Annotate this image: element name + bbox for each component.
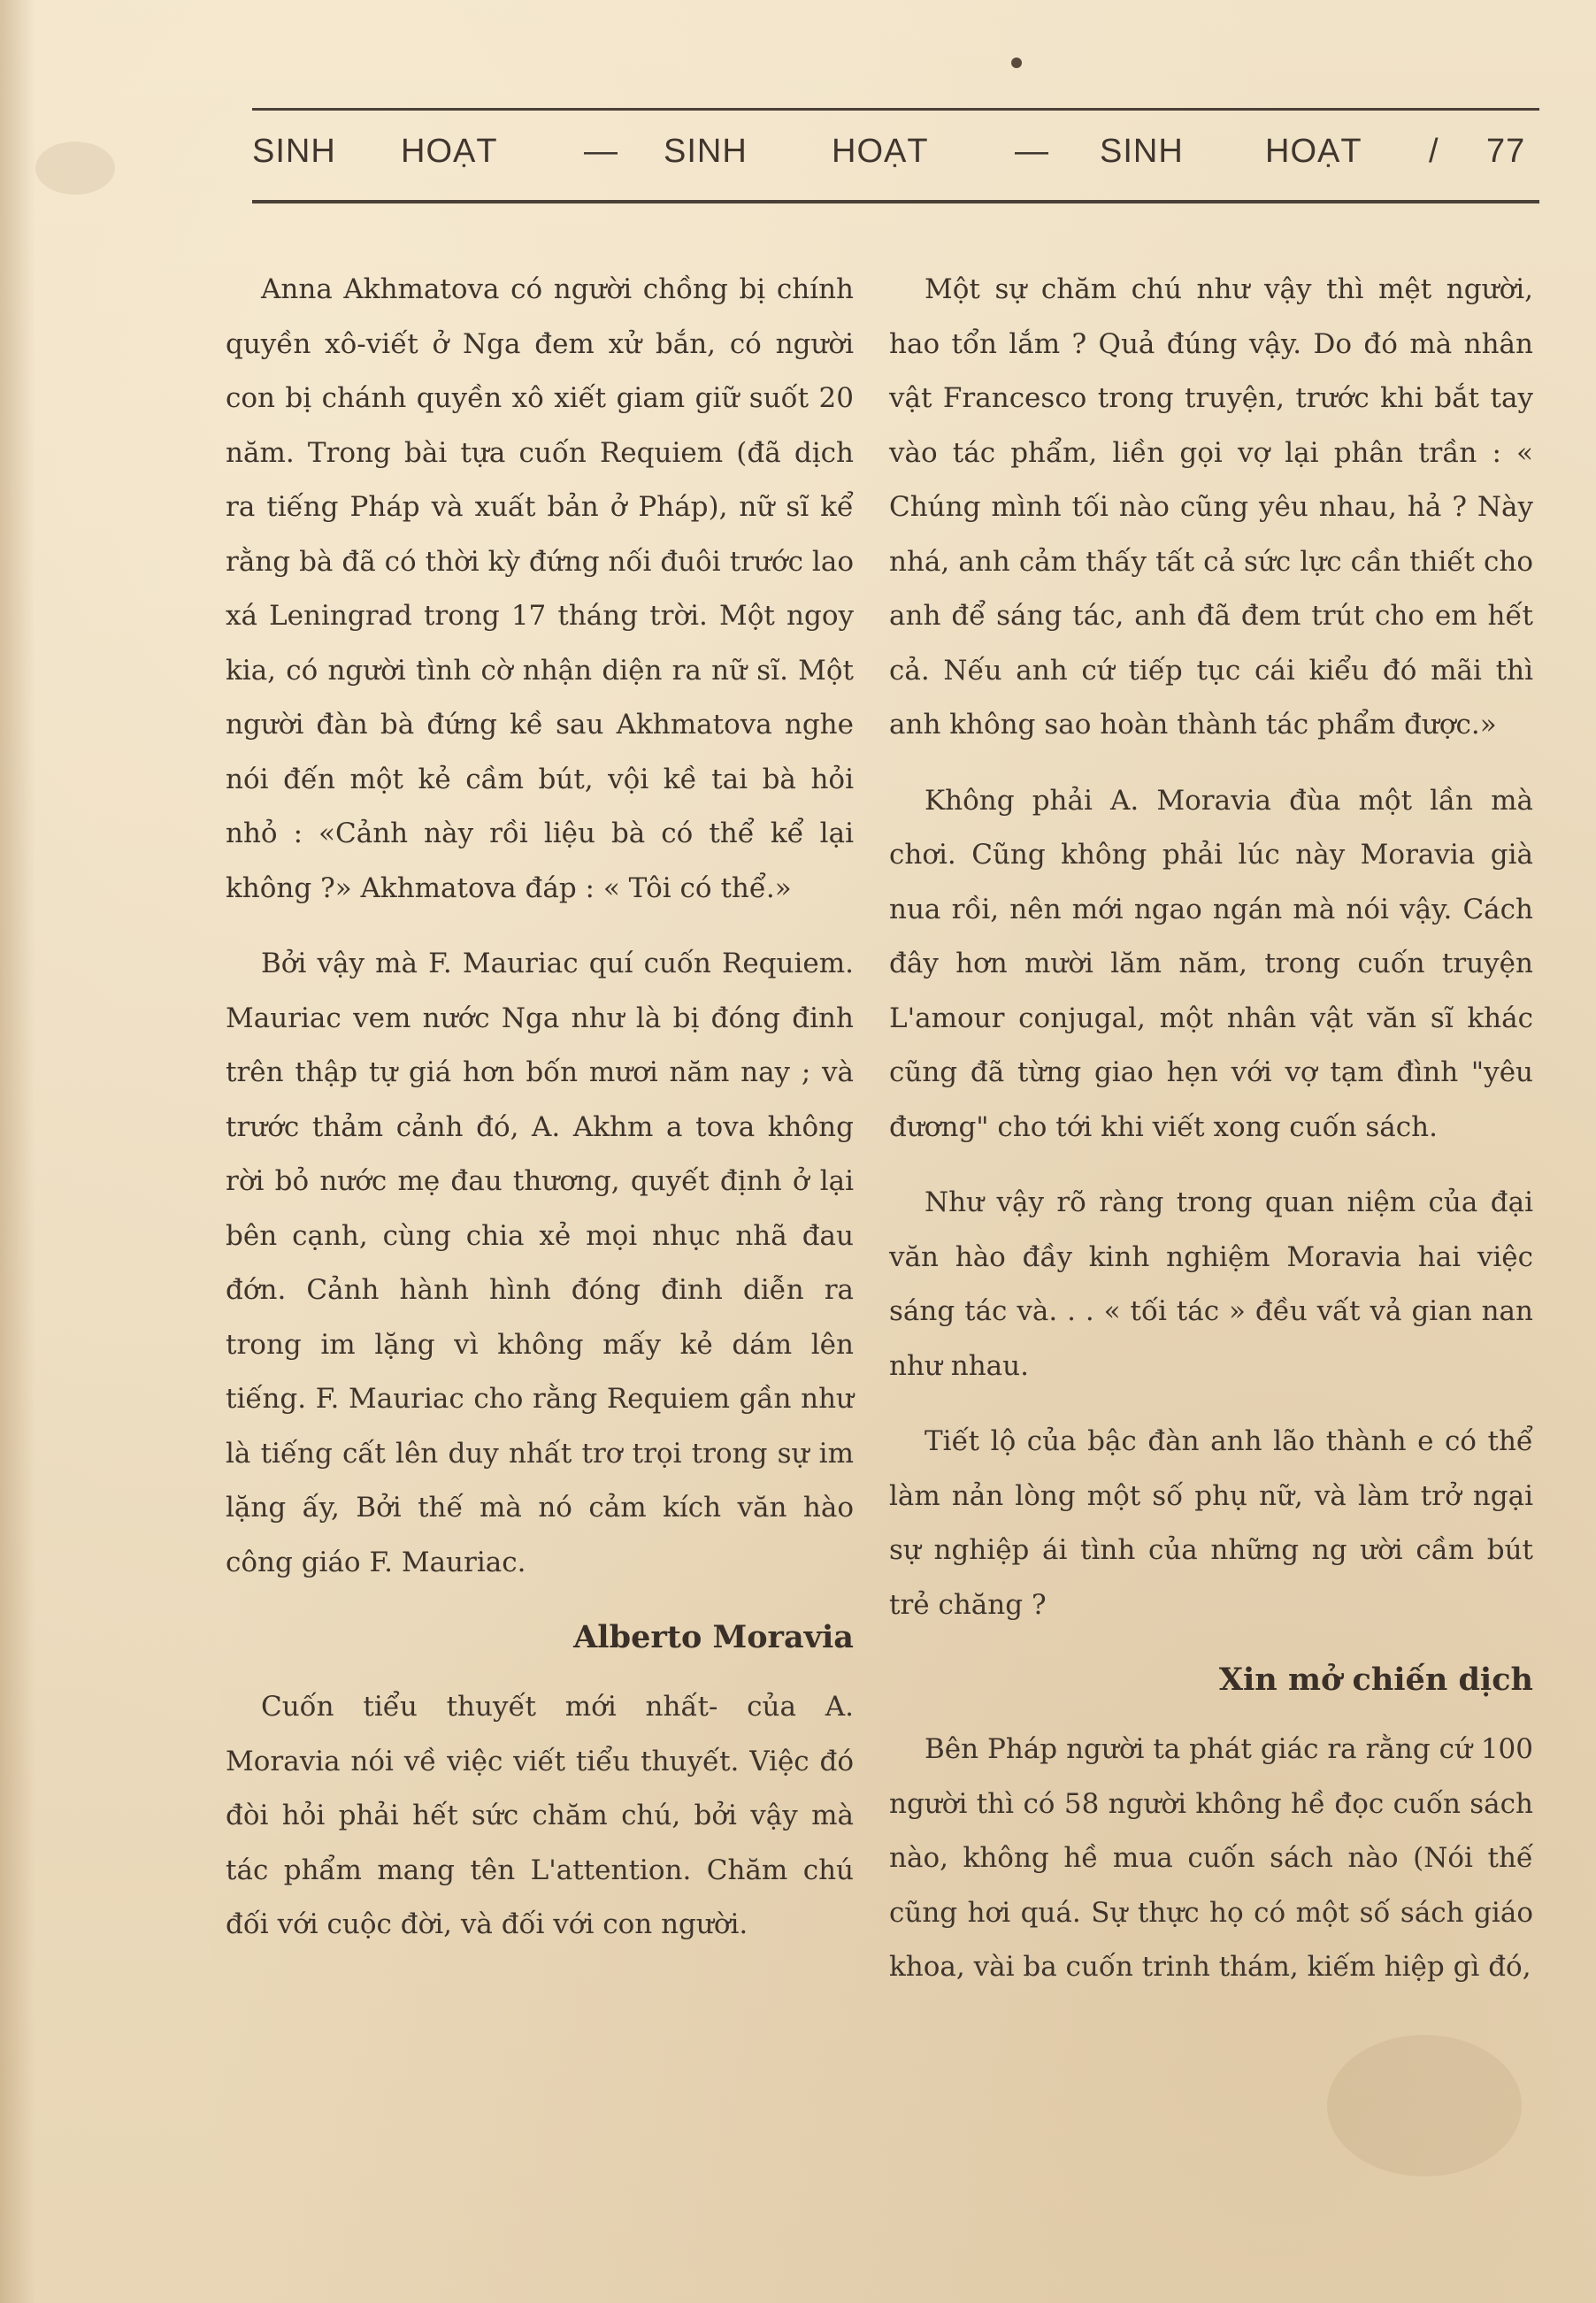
paragraph: Bởi vậy mà F. Mauriac quí cuốn Requiem. Mauriac vem nước Nga như là bị đóng đinh trên thập tự giá hơn bốn mươi năm nay ; và trước thảm cảnh đó, A. Akhm a tova không rời bỏ nước mẹ đau thương, quyết định ở lại bên cạnh, cùng chia xẻ mọi nhục nhã đau đớn. Cảnh hành hình đóng đinh diễn ra trong im lặng vì không mấy kẻ dám lên tiếng. F. Mauriac cho rằng Requiem gần như là tiếng cất lên duy nhất trơ trọi trong sự im lặng ấy, Bởi thế mà nó cảm kích văn hào công giáo F. Mauriac. [226, 948, 854, 1578]
pin-mark [1011, 58, 1022, 68]
header-rule-bottom [252, 200, 1539, 203]
paragraph: Anna Akhmatova có người chồng bị chính quyền xô-viết ở Nga đem xử bắn, có người con bị chánh quyền xô xiết giam giữ suốt 20 năm. Trong bài tựa cuốn Requiem (đã dịch ra tiếng Pháp và xuất bản ở Pháp), nữ sĩ kể rằng bà đã có thời kỳ đứng nối đuôi trước lao xá Leningrad trong 17 tháng trời. Một ngoy kia, có người tình cờ nhận diện ra nữ sĩ. Một người đàn bà đứng kề sau Akhmatova nghe nói đến một kẻ cầm bút, vội kề tai bà hỏi nhỏ : «Cảnh này rồi liệu bà có thể kể lại không ?» Akhmatova đáp : « Tôi có thể.» [226, 273, 854, 904]
paragraph: Cuốn tiểu thuyết mới nhất- của A. Moravia nói về việc viết tiểu thuyết. Việc đó đòi hỏi phải hết sức chăm chú, bởi vậy mà tác phẩm mang tên L'attention. Chăm chú đối với cuộc đời, và đối với con người. [226, 1691, 854, 1940]
right-column [889, 263, 1533, 2016]
header-word: SINH [1100, 133, 1184, 170]
paper-stain [1327, 2035, 1522, 2176]
paper-stain [35, 142, 115, 195]
header-word: HOẠT [401, 133, 498, 170]
left-column [226, 263, 854, 1974]
paper-edge-shading [0, 0, 35, 2303]
running-header [252, 133, 1539, 186]
section-heading: Alberto Moravia [573, 1619, 854, 1655]
header-slash: / [1429, 133, 1439, 170]
header-word: HOẠT [1265, 133, 1362, 170]
section-heading: Xin mở chiến dịch [1218, 1662, 1533, 1698]
paragraph: Một sự chăm chú như vậy thì mệt người, hao tổn lắm ? Quả đúng vậy. Do đó mà nhân vật Francesco trong truyện, trước khi bắt tay vào tác phẩm, liền gọi vợ lại phân trần : « Chúng mình tối nào cũng yêu nhau, hả ? Này nhá, anh cảm thấy tất cả sức lực cần thiết cho anh để sáng tác, anh đã đem trút cho em hết cả. Nếu anh cứ tiếp tục cái kiểu đó mãi thì anh không sao hoàn thành tác phẩm được.» [889, 273, 1533, 741]
header-word: SINH [664, 133, 748, 170]
paragraph: Tiết lộ của bậc đàn anh lão thành e có thể làm nản lòng một số phụ nữ, và làm trở ngại sự nghiệp ái tình của những ng ười cầm bút trẻ chăng ? [889, 1425, 1533, 1621]
header-dash: — [1015, 133, 1049, 170]
paragraph: Bên Pháp người ta phát giác ra rằng cứ 100 người thì có 58 người không hề đọc cuốn sách nào, không hề mua cuốn sách nào (Nói thế cũng hơi quá. Sự thực họ có một số sách giáo khoa, vài ba cuốn trinh thám, kiếm hiệp gì đó, [889, 1733, 1533, 1983]
header-word: SINH [252, 133, 336, 170]
paragraph: Như vậy rõ ràng trong quan niệm của đại văn hào đầy kinh nghiệm Moravia hai việc sáng tác và. . . « tối tác » đều vất vả gian nan như nhau. [889, 1186, 1533, 1382]
page-number: 77 [1486, 133, 1526, 170]
header-dash: — [584, 133, 618, 170]
header-rule-top [252, 108, 1539, 111]
header-word: HOẠT [832, 133, 929, 170]
paragraph: Không phải A. Moravia đùa một lần mà chơi. Cũng không phải lúc này Moravia già nua rồi, nên mới ngao ngán mà nói vậy. Cách đây hơn mười lăm năm, trong cuốn truyện L'amour conjugal, một nhân vật văn sĩ khác cũng đã từng giao hẹn với vợ tạm đình "yêu đương" cho tới khi viết xong cuốn sách. [889, 784, 1533, 1143]
